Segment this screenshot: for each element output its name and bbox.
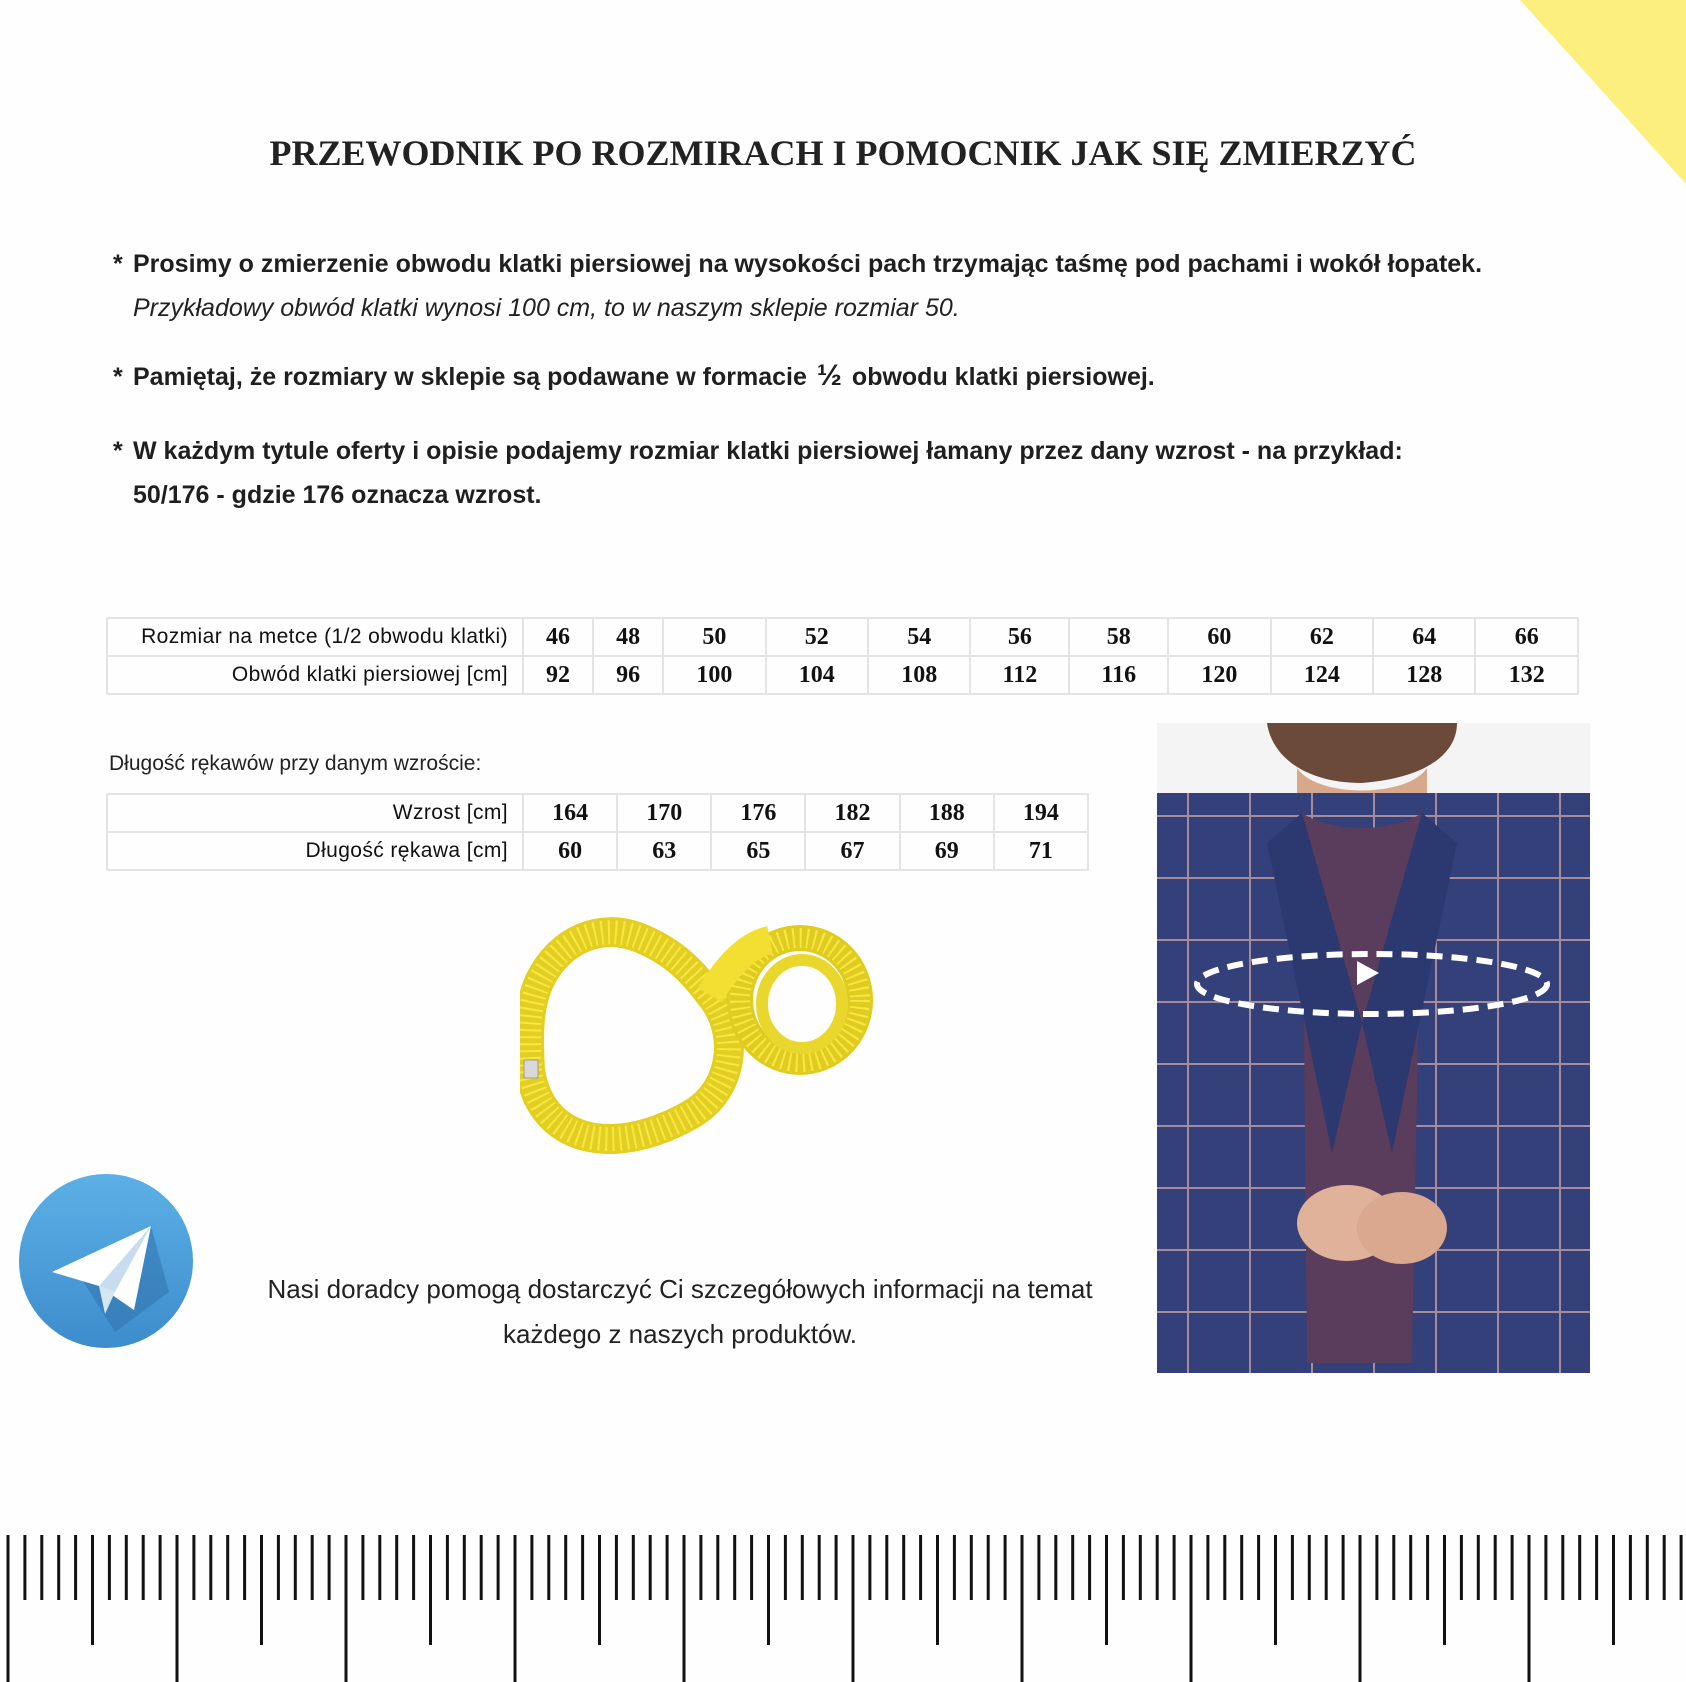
table-row (107, 656, 1578, 694)
table-row (107, 794, 1088, 832)
sleeve-length-table (106, 793, 1089, 871)
table-cell: 164 (523, 794, 617, 832)
note-bullet: * (113, 437, 123, 465)
table-cell: 67 (805, 832, 899, 870)
note-size-format (113, 429, 1403, 517)
table-cell: 63 (617, 832, 711, 870)
row-label: Długość rękawa [cm] (107, 832, 523, 870)
table-cell: 188 (900, 794, 994, 832)
note-chest-measure (113, 242, 1482, 330)
table-cell: 132 (1475, 656, 1578, 694)
table-cell: 69 (900, 832, 994, 870)
table-cell: 112 (970, 656, 1069, 694)
table-cell: 60 (1168, 618, 1270, 656)
table-cell: 52 (766, 618, 868, 656)
table-cell: 128 (1373, 656, 1475, 694)
note-text: Pamiętaj, że rozmiary w sklepie są podawane w formacie (133, 363, 807, 391)
table-cell: 96 (593, 656, 663, 694)
table-cell: 65 (711, 832, 805, 870)
note-example: Przykładowy obwód klatki wynosi 100 cm, to w naszym sklepie rozmiar 50. (133, 294, 960, 322)
table-cell: 62 (1271, 618, 1373, 656)
table-cell: 50 (663, 618, 765, 656)
table-cell: 58 (1069, 618, 1168, 656)
note-bullet: * (113, 363, 123, 391)
note-text: obwodu klatki piersiowej. (851, 363, 1155, 391)
table-cell: 92 (523, 656, 593, 694)
table-cell: 46 (523, 618, 593, 656)
table-cell: 108 (868, 656, 970, 694)
note-text: W każdym tytule oferty i opisie podajemy rozmiar klatki piersiowej łamany przez dany wzrost - na przykład: (133, 437, 1403, 465)
measuring-tape-icon (520, 910, 880, 1160)
table-cell: 48 (593, 618, 663, 656)
note-example: 50/176 - gdzie 176 oznacza wzrost. (133, 481, 542, 509)
table-cell: 170 (617, 794, 711, 832)
note-half-format (113, 354, 1155, 399)
table-row (107, 618, 1578, 656)
table-cell: 116 (1069, 656, 1168, 694)
row-label: Rozmiar na metce (1/2 obwodu klatki) (107, 618, 523, 656)
model-photo (1157, 723, 1590, 1373)
telegram-icon[interactable] (19, 1174, 193, 1348)
page-title: PRZEWODNIK PO ROZMIRACH I POMOCNIK JAK SIĘ ZMIERZYĆ (269, 133, 1417, 173)
table-cell: 182 (805, 794, 899, 832)
table-cell: 71 (994, 832, 1088, 870)
table-cell: 124 (1271, 656, 1373, 694)
table-cell: 54 (868, 618, 970, 656)
row-label: Obwód klatki piersiowej [cm] (107, 656, 523, 694)
advice-line: każdego z naszych produktów. (502, 1319, 858, 1349)
table-cell: 64 (1373, 618, 1475, 656)
row-label: Wzrost [cm] (107, 794, 523, 832)
chest-size-table (106, 617, 1579, 695)
table-cell: 120 (1168, 656, 1270, 694)
advice-text (210, 1267, 1150, 1357)
table-cell: 60 (523, 832, 617, 870)
table-row (107, 832, 1088, 870)
table-cell: 66 (1475, 618, 1578, 656)
sleeve-caption: Długość rękawów przy danym wzroście: (109, 752, 482, 775)
note-text: Prosimy o zmierzenie obwodu klatki piersiowej na wysokości pach trzymając taśmę pod pachami i wokół łopatek. (133, 250, 1483, 278)
table-cell: 104 (766, 656, 868, 694)
table-cell: 56 (970, 618, 1069, 656)
advice-line: Nasi doradcy pomogą dostarczyć Ci szczegółowych informacji na temat (267, 1274, 1093, 1304)
ruler-icon (0, 1535, 1686, 1682)
table-cell: 176 (711, 794, 805, 832)
note-bullet: * (113, 250, 123, 278)
fraction-half: ½ (816, 359, 842, 392)
table-cell: 194 (994, 794, 1088, 832)
table-cell: 100 (663, 656, 765, 694)
